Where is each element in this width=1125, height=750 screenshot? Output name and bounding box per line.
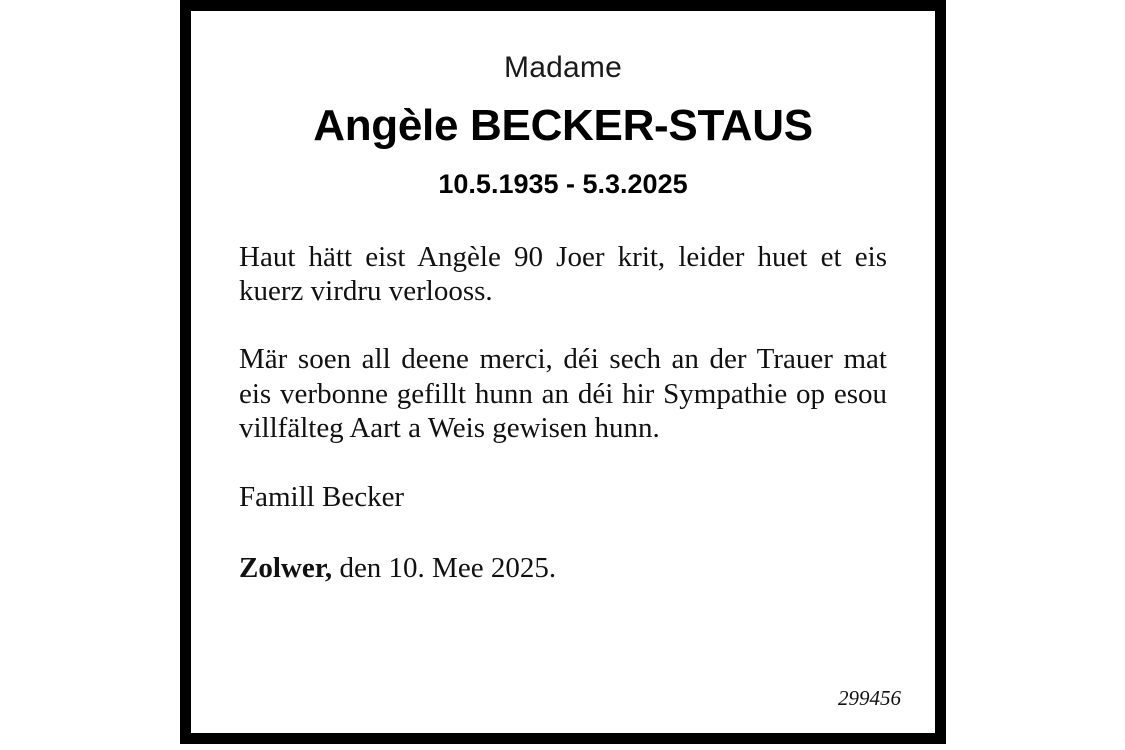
family-signature: Famill Becker [239,481,405,514]
deceased-name: Angèle BECKER-STAUS [313,101,813,150]
obituary-notice-content [191,11,935,733]
notice-date: den 10. Mee 2025. [332,552,557,585]
place-name: Zolwer, [239,552,333,585]
obituary-notice-frame [180,0,946,744]
place-and-date-line [239,552,887,585]
reference-number: 299456 [838,686,901,710]
message-paragraph-2: Mär soen all deene merci, déi sech an der Trauer mat eis verbonne gefillt hunn an déi hir Sympathie op esou villfälteg Aart a Weis gewisen hunn. [239,343,887,444]
life-dates: 10.5.1935 - 5.3.2025 [438,169,688,199]
message-paragraph-1: Haut hätt eist Angèle 90 Joer krit, leider huet et eis kuerz virdru verlooss. [239,241,887,308]
salutation-text: Madame [504,51,622,84]
